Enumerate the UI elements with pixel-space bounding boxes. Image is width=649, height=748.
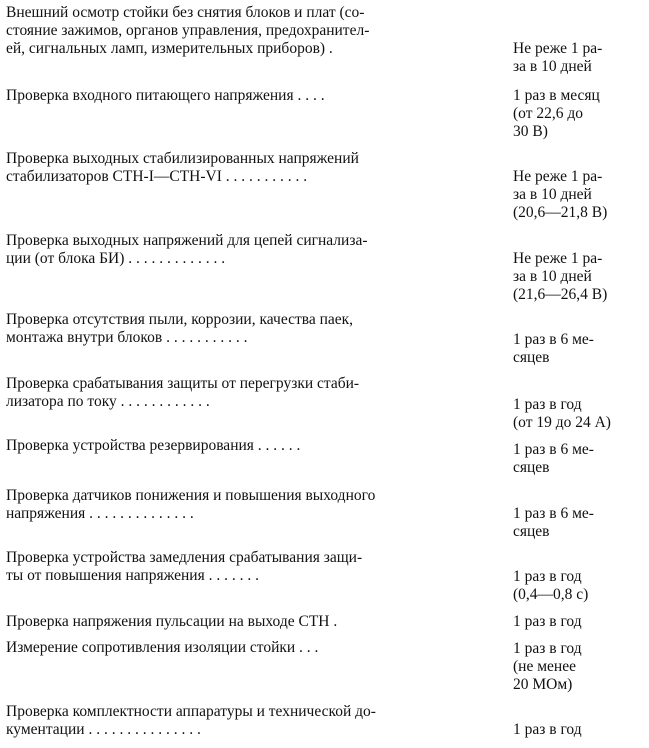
check-period (513, 168, 647, 222)
description-line: Проверка срабатывания защиты от перегрузки стаби- (6, 375, 360, 392)
period-line: 1 раз в месяц (513, 87, 600, 104)
check-period (513, 613, 647, 631)
description-line: Проверка входного питающего напряжения . . . . (6, 87, 325, 104)
description-line: Проверка выходных стабилизированных напряжений (6, 150, 359, 167)
check-description (6, 639, 486, 657)
description-line: ей, сигнальных ламп, измерительных приборов) . (6, 40, 333, 57)
period-line: (от 19 до 24 А) (513, 414, 611, 431)
check-period (513, 87, 647, 141)
period-line: 1 раз в год (513, 721, 582, 738)
period-line: за в 10 дней (513, 58, 592, 75)
period-line: сяцев (513, 459, 550, 476)
period-line: (20,6—21,8 В) (513, 204, 608, 221)
check-description (6, 437, 486, 455)
period-line: 30 В) (513, 123, 548, 140)
check-period (513, 40, 647, 76)
period-line: 1 раз в 6 ме- (513, 505, 594, 522)
period-line: 1 раз в год (513, 613, 582, 630)
period-line: (не менее (513, 658, 576, 675)
check-period (513, 331, 647, 367)
check-period (513, 640, 647, 694)
check-period (513, 505, 647, 541)
check-description (6, 375, 486, 411)
period-line: 20 МОм) (513, 676, 573, 693)
description-line: Проверка датчиков понижения и повышения выходного (6, 487, 376, 504)
description-line: стояние зажимов, органов управления, предохранител- (6, 22, 370, 39)
description-line: Внешний осмотр стойки без снятия блоков и плат (со- (6, 4, 365, 21)
check-description (6, 87, 486, 105)
period-line: 1 раз в год (513, 568, 582, 585)
period-line: Не реже 1 ра- (513, 40, 603, 57)
period-line: (0,4—0,8 с) (513, 586, 589, 603)
description-line: ты от повышения напряжения . . . . . . . (6, 567, 259, 584)
description-line: Проверка напряжения пульсации на выходе СТН . (6, 613, 338, 630)
period-line: 1 раз в 6 ме- (513, 331, 594, 348)
description-line: напряжения . . . . . . . . . . . . . . (6, 505, 194, 522)
description-line: Проверка выходных напряжений для цепей сигнализа- (6, 232, 368, 249)
description-line: Проверка комплектности аппаратуры и технической до- (6, 703, 376, 720)
description-line: Проверка устройства резервирования . . . . . . (6, 437, 301, 454)
period-line: (от 22,6 до (513, 105, 583, 122)
check-description (6, 232, 486, 268)
period-line: сяцев (513, 523, 550, 540)
period-line: (21,6—26,4 В) (513, 286, 608, 303)
description-line: Проверка отсутствия пыли, коррозии, качества паек, (6, 311, 354, 328)
period-line: за в 10 дней (513, 186, 592, 203)
period-line: сяцев (513, 349, 550, 366)
check-description (6, 549, 486, 585)
period-line: 1 раз в 6 ме- (513, 441, 594, 458)
check-description (6, 703, 486, 739)
description-line: ции (от блока БИ) . . . . . . . . . . . . . (6, 250, 226, 267)
period-line: 1 раз в год (513, 396, 582, 413)
description-line: Измерение сопротивления изоляции стойки . . . (6, 639, 319, 656)
description-line: Проверка устройства замедления срабатывания защи- (6, 549, 363, 566)
check-period (513, 441, 647, 477)
check-description (6, 487, 486, 523)
description-line: стабилизаторов СТН-I—СТН-VI . . . . . . . . . . . (6, 168, 308, 185)
check-description (6, 4, 486, 58)
check-period (513, 721, 647, 739)
description-line: монтажа внутри блоков . . . . . . . . . . . (6, 329, 248, 346)
check-description (6, 613, 486, 631)
period-line: Не реже 1 ра- (513, 168, 603, 185)
period-line: Не реже 1 ра- (513, 250, 603, 267)
period-line: 1 раз в год (513, 640, 582, 657)
check-period (513, 568, 647, 604)
check-description (6, 150, 486, 186)
check-period (513, 396, 647, 432)
description-line: кументации . . . . . . . . . . . . . . . (6, 721, 201, 738)
check-description (6, 311, 486, 347)
description-line: лизатора по току . . . . . . . . . . . . (6, 393, 210, 410)
check-period (513, 250, 647, 304)
period-line: за в 10 дней (513, 268, 592, 285)
